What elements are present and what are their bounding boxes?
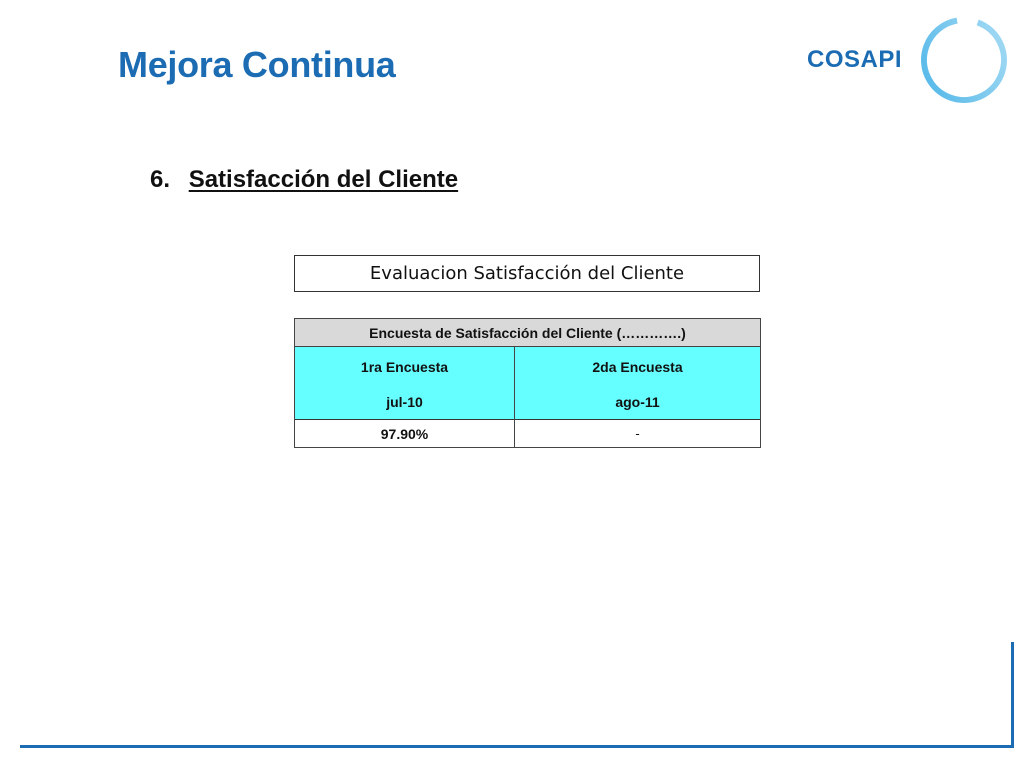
survey-1-result: 97.90% [295, 420, 515, 448]
section-heading [150, 166, 458, 194]
evaluation-title-box: Evaluacion Satisfacción del Cliente [294, 255, 760, 292]
table-header: Encuesta de Satisfacción del Cliente (………….) [295, 319, 761, 347]
survey-2-result: - [515, 420, 761, 448]
section-title: Satisfacción del Cliente [188, 166, 459, 193]
survey-1-label: 1ra Encuesta [295, 347, 515, 386]
slide-title: Mejora Continua [118, 44, 396, 85]
survey-result-row [295, 420, 761, 448]
survey-table [294, 318, 761, 448]
survey-2-label: 2da Encuesta [515, 347, 761, 386]
survey-1-date: jul-10 [295, 385, 515, 420]
survey-2-date: ago-11 [515, 385, 761, 420]
footer-frame-corner [1011, 642, 1014, 748]
table-header-row [295, 319, 761, 347]
survey-date-row [295, 385, 761, 420]
cosapi-logo-text: COSAPI [807, 46, 903, 73]
survey-label-row [295, 347, 761, 386]
ring-logo-icon [918, 14, 1010, 106]
section-number: 6. [150, 166, 171, 193]
footer-frame-line [20, 745, 1014, 748]
